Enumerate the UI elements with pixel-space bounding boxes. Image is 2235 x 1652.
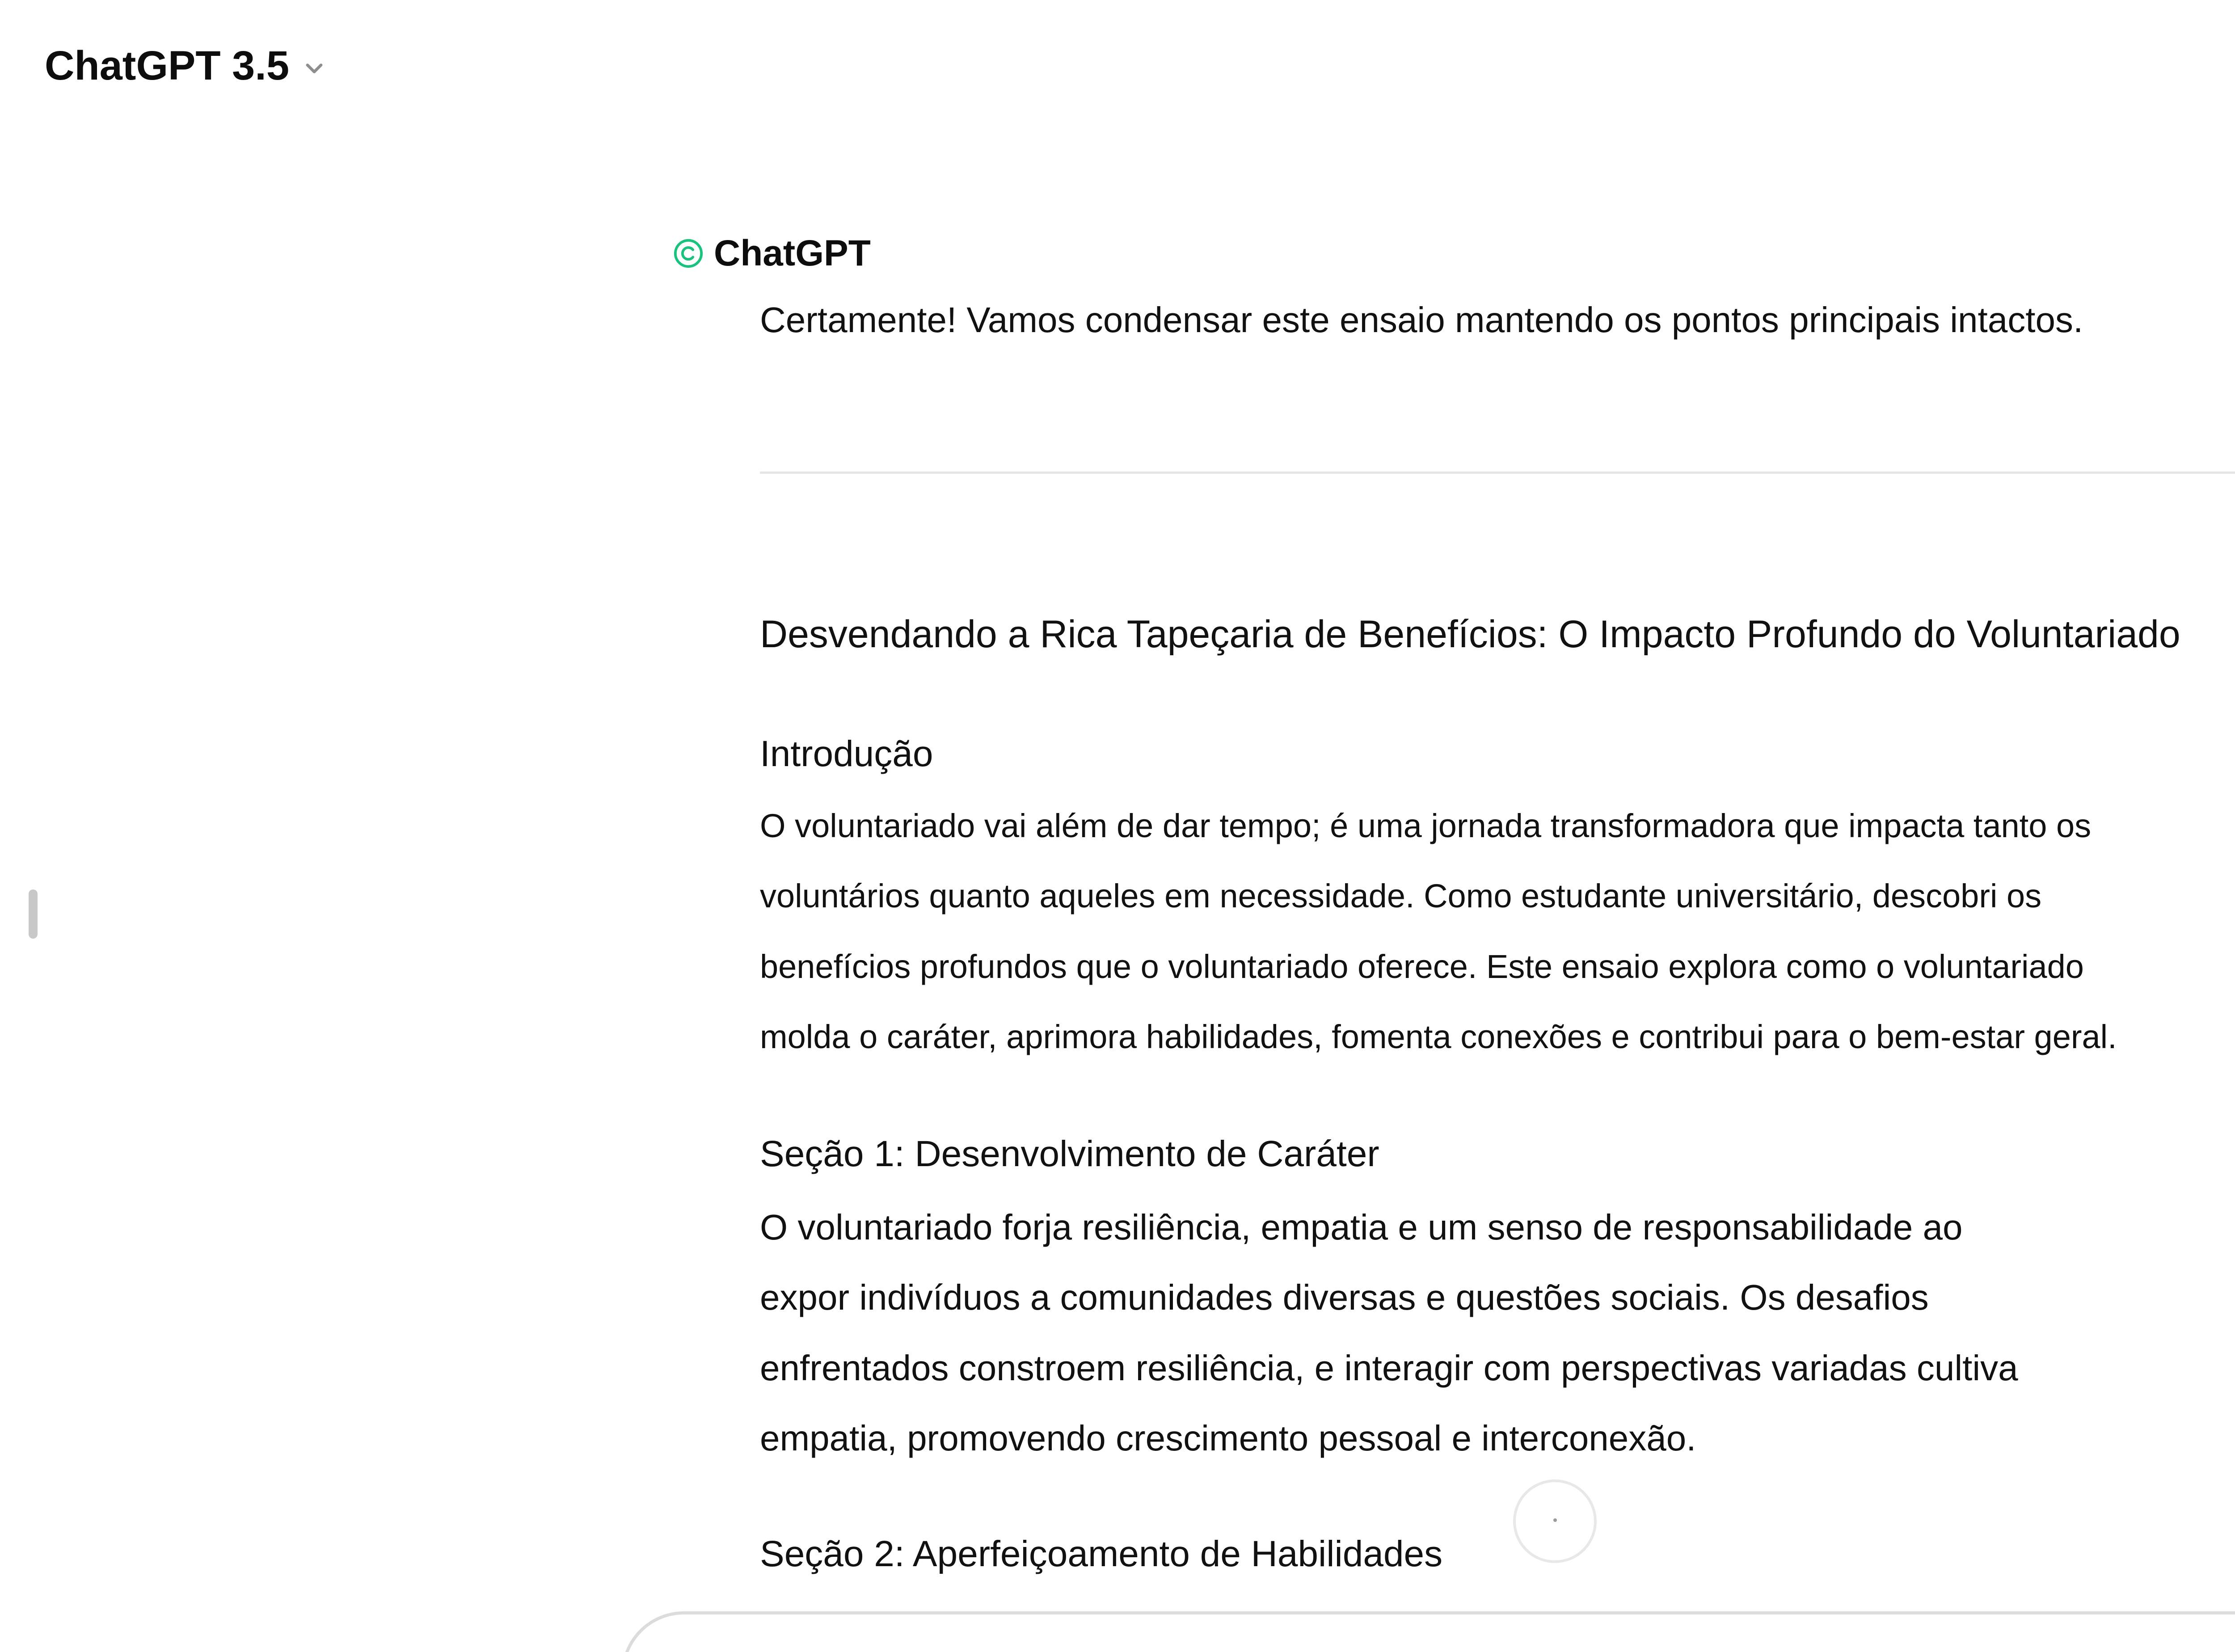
message-composer[interactable] — [621, 1611, 2235, 1652]
openai-logo-icon — [673, 238, 704, 269]
assistant-name: ChatGPT — [714, 233, 871, 274]
paragraph-line: molda o caráter, aprimora habilidades, fomenta conexões e contribui para o bem-estar geral. — [760, 1018, 2117, 1055]
section-heading: Seção 2: Aperfeiçoamento de Habilidades — [760, 1534, 1443, 1574]
scroll-down-button[interactable] — [1513, 1479, 1597, 1563]
model-name: ChatGPT 3.5 — [45, 43, 290, 88]
arrow-down-icon — [1542, 1507, 1569, 1536]
paragraph-line: expor indivíduos a comunidades diversas e questões sociais. Os desafios — [760, 1277, 1929, 1317]
essay-title: Desvendando a Rica Tapeçaria de Benefícios: O Impacto Profundo do Voluntariado — [760, 613, 2180, 656]
paragraph-line: voluntários quanto aqueles em necessidade. Como estudante universitário, descobri os — [760, 877, 2042, 914]
chevron-down-icon — [303, 56, 326, 80]
paragraph-line: enfrentados constroem resiliência, e interagir com perspectivas variadas cultiva — [760, 1348, 2018, 1388]
paragraph-line: O voluntariado forja resiliência, empatia e um senso de responsabilidade ao — [760, 1207, 1963, 1247]
divider — [760, 472, 2235, 474]
paragraph-line: benefícios profundos que o voluntariado oferece. Este ensaio explora como o voluntariado — [760, 948, 2084, 985]
section-heading: Seção 1: Desenvolvimento de Caráter — [760, 1134, 1379, 1174]
message-intro: Certamente! Vamos condensar este ensaio mantendo os pontos principais intactos. — [760, 300, 2083, 340]
assistant-header — [673, 232, 871, 274]
model-selector[interactable] — [45, 42, 326, 89]
paragraph-line: O voluntariado vai além de dar tempo; é uma jornada transformadora que impacta tanto os — [760, 807, 2092, 844]
sidebar-toggle-handle[interactable] — [29, 889, 38, 939]
section-heading: Introdução — [760, 733, 933, 774]
paragraph-line: empatia, promovendo crescimento pessoal e interconexão. — [760, 1418, 1696, 1458]
